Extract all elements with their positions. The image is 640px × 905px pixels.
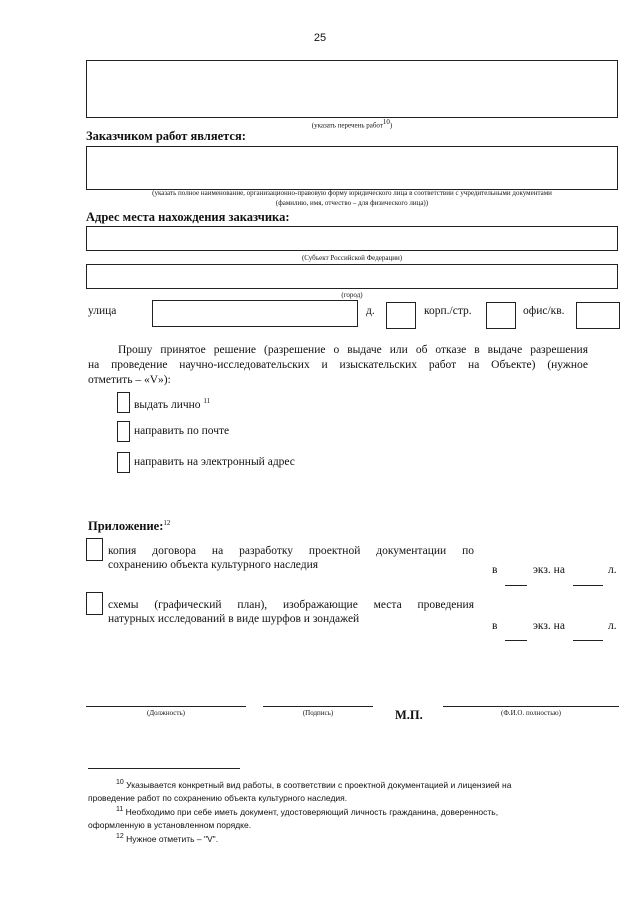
footnote-separator [88, 768, 240, 769]
subject-caption: (Субъект Российской Федерации) [301, 254, 403, 262]
attachment-2-copies-line[interactable] [505, 640, 527, 641]
option-in-person-label: выдать лично $^{11}$ [134, 397, 211, 411]
street-label: улица [88, 305, 117, 317]
work-list-field[interactable] [86, 60, 618, 118]
customer-field[interactable] [86, 146, 618, 190]
attachment-1-in: в [492, 564, 498, 576]
footnote-10: $^{10}$ Указывается конкретный вид работы, в соответствии с проектной документацией и лицензией на проведение работ по сохранению объекта культурного наследия. [88, 779, 512, 803]
request-line-2: на проведение научно-исследовательских и изыскательских работ на Объекте) (нужное [88, 359, 588, 371]
attachments-heading: Приложение:$^{12}$ [88, 519, 171, 534]
attachment-2-line-2: натурных исследований в виде шурфов и зондажей [108, 613, 360, 625]
city-field[interactable] [86, 264, 618, 289]
option-email-checkbox[interactable] [117, 452, 130, 473]
attachment-1-copies: экз. на [533, 564, 565, 576]
option-mail-label: направить по почте [134, 425, 230, 437]
option-in-person-checkbox[interactable] [117, 392, 130, 413]
office-label: офис/кв. [523, 305, 565, 317]
stamp-label: М.П. [395, 708, 423, 722]
house-label: д. [366, 305, 375, 317]
attachment-1-checkbox[interactable] [86, 538, 103, 561]
position-line[interactable] [86, 706, 246, 707]
attachment-1-sheets: л. [608, 564, 617, 576]
attachment-2-line-1: схемы (графический план), изображающие места проведения [108, 599, 474, 611]
footnote-12: $^{12}$ Нужное отметить – "V". [116, 833, 219, 844]
attachment-1-line-2: сохранению объекта культурного наследия [108, 559, 319, 571]
footnote-11: $^{11}$ Необходимо при себе иметь документ, удостоверяющий личность гражданина, доверенность, оформленную в установленном порядке. [88, 806, 499, 830]
attachment-1-copies-line[interactable] [505, 585, 527, 586]
office-field[interactable] [576, 302, 620, 329]
option-email-label: направить на электронный адрес [134, 456, 295, 468]
signature-line[interactable] [263, 706, 373, 707]
house-field[interactable] [386, 302, 416, 329]
request-line-1: Прошу принятое решение (разрешение о выдаче или об отказе в выдаче разрешения [118, 344, 588, 356]
name-caption: (Ф.И.О. полностью) [501, 709, 561, 717]
attachment-2-copies: экз. на [533, 620, 565, 632]
work-list-caption: (указать перечень работ$^{10}$) [311, 118, 393, 130]
attachment-2-checkbox[interactable] [86, 592, 103, 615]
name-line[interactable] [443, 706, 619, 707]
building-field[interactable] [486, 302, 516, 329]
attachment-2-sheets: л. [608, 620, 617, 632]
option-mail-checkbox[interactable] [117, 421, 130, 442]
customer-caption-2: (фамилию, имя, отчество – для физического лица)) [275, 199, 429, 207]
attachment-1-line-1: копия договора на разработку проектной документации по [108, 545, 474, 557]
address-heading: Адрес места нахождения заказчика: [86, 210, 290, 224]
customer-caption-1: (указать полное наименование, организационно-правовую форму юридического лица в соответствии с учредительными документами [152, 189, 552, 197]
city-caption: (город) [341, 291, 363, 299]
street-field[interactable] [152, 300, 358, 327]
request-line-3: отметить – «V»): [88, 374, 171, 386]
subject-field[interactable] [86, 226, 618, 251]
building-label: корп./стр. [424, 305, 472, 317]
attachment-2-sheets-line[interactable] [573, 640, 603, 641]
attachment-1-sheets-line[interactable] [573, 585, 603, 586]
customer-heading: Заказчиком работ является: [86, 129, 246, 143]
attachment-2-in: в [492, 620, 498, 632]
signature-caption: (Подпись) [302, 709, 334, 717]
position-caption: (Должность) [147, 709, 185, 717]
page-number: 25 [313, 32, 327, 44]
